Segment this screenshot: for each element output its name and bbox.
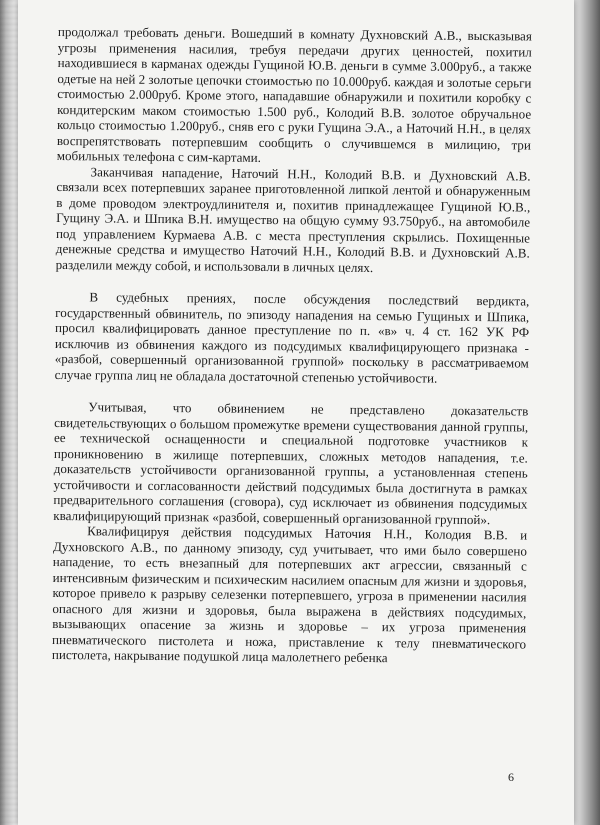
paragraph-4: Учитывая, что обвинением не представлено доказательств свидетельствующих о большом промежутке времени существования данной группы, ее технической оснащенности и специальной подготовке участников к проникновению в жилище потерпевших, сложных методов нападения, т.е. доказательств устойчивости организованной группы, а установленная степень устойчивости и согласованности действий подсудимых была достигнута в рамках предварительного соглашения (сговора), суд исключает из обвинения подсудимых квалифицирующий признак «разбой, совершенный организованной группой». [53,399,529,527]
paragraph-1: продолжал требовать деньги. Вошедший в комнату Духновский А.В., высказывая угрозы применения насилия, требуя передачи других ценностей, похитил находившиеся в карманах одежды Гущиной Ю.В. деньги в сумме 3.000руб., а также одетые на ней 2 золотые цепочки стоимостью по 10.000руб. каждая и золотые серьги стоимостью 2.000руб. Кроме этого, нападавшие обнаружили и похитили коробку с кондитерским маком стоимостью 1.500 руб., Колодий В.В. золотое обручальное кольцо стоимостью 1.200руб., сняв его с руки Гущина Э.А., а Наточий Н.Н., в целях воспрепятствовать потерпевшим сообщить о случившемся в милицию, три мобильных телефона с сим-картами. [56,24,532,165]
document-page [18,0,574,825]
page-number: 6 [508,770,514,784]
paragraph-5: Квалифицируя действия подсудимых Наточия Н.Н., Колодия В.В. и Духновского А.В., по данному эпизоду, суд учитывает, что ими было совершено нападение, то есть внезапный для потерпевших акт агрессии, связанный с интенсивным физическим и психическим насилием опасным для жизни и здоровья, которое привело к разрыву селезенки потерпевшего, угроза в применении насилия опасного для жизни и здоровья, была выражена в действиях подсудимых, вызывающих опасение за жизнь и здоровье – их угроза применения пневматического пистолета и ножа, приставление к телу пневматического пистолета, накрывание подушкой лица малолетнего ребенка [51,523,528,666]
scan-edge [0,0,18,825]
paragraph-3: В судебных прениях, после обсуждения последствий вердикта, государственный обвинитель, по эпизоду нападения на семью Гущиных и Шпика, просил квалифицировать данное преступление по п. «в» ч. 4 ст. 162 УК РФ исключив из обвинения каждого из подсудимых квалифицирующего признака - «разбой, совершенный организованной группой» поскольку в рассматриваемом случае группа лиц не обладала достаточной степенью устойчивости. [54,289,530,386]
paragraph-2: Заканчивая нападение, Наточий Н.Н., Колодий В.В. и Духновский А.В. связали всех потерпевших заранее приготовленной липкой лентой и обнаруженным в доме проводом электроудлинителя и, похитив принадлежащее Гущиной Ю.В., Гущину Э.А. и Шпика В.Н. имущество на общую сумму 93.750руб., на автомобиле под управлением Курмаева А.В. с места преступления скрылись. Похищенные денежные средства и имущество Наточий Н.Н., Колодий В.В. и Духновский А.В. разделили между собой, и использовали в личных целях. [55,163,531,275]
document-body [52,24,532,667]
